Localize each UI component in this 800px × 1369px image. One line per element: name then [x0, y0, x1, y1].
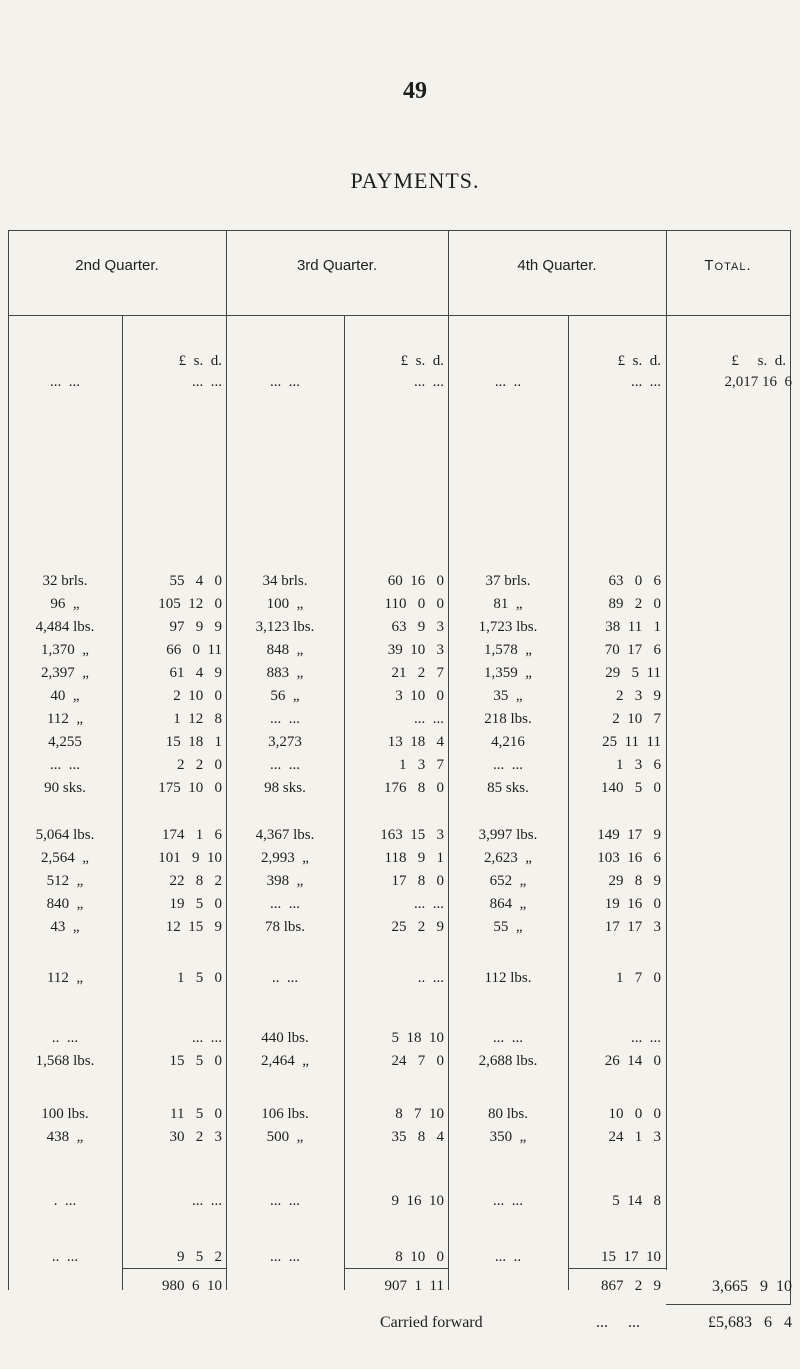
cell-q3-row-12: 2,993 „	[261, 850, 309, 866]
cell-q4-row-20: 350 „	[489, 1129, 527, 1145]
cell-q2-money-row-11: 174 1 6	[162, 827, 222, 843]
cell-q3-row-14: ... ...	[270, 896, 300, 912]
cell-q4-row-14: 864 „	[489, 896, 527, 912]
cell-q2-row-10: 90 sks.	[44, 780, 86, 796]
q3-total: 907 1 11	[384, 1278, 444, 1294]
cell-q2-money-row-21: ... ...	[192, 1193, 222, 1209]
cell-q2-row-21: . ...	[53, 1193, 77, 1209]
grand-total: 3,665 9 10	[712, 1278, 792, 1295]
page-number: 49	[403, 78, 427, 104]
cell-q3-row-10: 98 sks.	[264, 780, 306, 796]
cell-q2-money-row-5: 61 4 9	[169, 665, 222, 681]
cell-q4-row-2: 81 „	[493, 596, 523, 612]
cell-q2-row-22: .. ...	[51, 1249, 79, 1265]
cell-q4-money-row-0: ... ...	[631, 374, 661, 390]
cell-q4-money-row-8: 25 11 11	[602, 734, 661, 750]
cell-q3-row-20: 500 „	[266, 1129, 304, 1145]
q2-total: 980 6 10	[162, 1278, 222, 1294]
cell-q2-row-4: 1,370 „	[41, 642, 89, 658]
cell-q4-money-row-17: ... ...	[631, 1030, 661, 1046]
cell-q2-money-row-17: ... ...	[192, 1030, 222, 1046]
cell-q4-row-15: 55 „	[493, 919, 523, 935]
right-border	[790, 230, 791, 1305]
cell-q3-money-row-0: ... ...	[414, 374, 444, 390]
cell-q2-money-row-7: 1 12 8	[173, 711, 222, 727]
cell-q3-money-row-21: 9 16 10	[391, 1193, 444, 1209]
cell-q3-row-2: 100 „	[266, 596, 304, 612]
cell-q2-money-row-14: 19 5 0	[169, 896, 222, 912]
cell-q4-money-row-21: 5 14 8	[612, 1193, 661, 1209]
cell-q3-money-row-19: 8 7 10	[395, 1106, 444, 1122]
cell-q3-row-16: .. ...	[271, 970, 299, 986]
cell-q2-row-14: 840 „	[46, 896, 84, 912]
cell-q4-row-16: 112 lbs.	[484, 970, 532, 986]
cell-q3-row-13: 398 „	[266, 873, 304, 889]
cell-q4-row-12: 2,623 „	[484, 850, 532, 866]
cell-q2-money-row-18: 15 5 0	[169, 1053, 222, 1069]
cell-q2-money-row-0: ... ...	[192, 374, 222, 390]
cell-q2-row-20: 438 „	[46, 1129, 84, 1145]
cell-q3-money-row-6: 3 10 0	[395, 688, 444, 704]
cell-q4-money-row-3: 38 11 1	[605, 619, 661, 635]
cell-q2-row-16: 112 „	[46, 970, 84, 986]
cell-q4-row-22: ... ..	[494, 1249, 522, 1265]
cell-q4-money-row-7: 2 10 7	[612, 711, 661, 727]
header-rule	[8, 315, 790, 316]
cell-q3-money-row-4: 39 10 3	[387, 642, 444, 658]
cell-q2-money-row-3: 97 9 9	[169, 619, 222, 635]
cell-q3-row-11: 4,367 lbs.	[255, 827, 315, 843]
header-q4: 4th Quarter.	[517, 257, 597, 274]
q4-total: 867 2 9	[601, 1278, 661, 1294]
cell-q4-money-row-22: 15 17 10	[601, 1249, 661, 1265]
cell-q4-row-5: 1,359 „	[484, 665, 532, 681]
cell-q4-row-7: 218 lbs.	[484, 711, 532, 727]
cell-q3-row-4: 848 „	[266, 642, 304, 658]
cell-q4-row-10: 85 sks.	[487, 780, 529, 796]
cell-q2-money-row-6: 2 10 0	[173, 688, 222, 704]
cell-q3-row-22: ... ...	[270, 1249, 300, 1265]
cell-q2-money-row-2: 105 12 0	[158, 596, 222, 612]
cell-q4-money-row-2: 89 2 0	[608, 596, 661, 612]
total-units: £ s. d.	[731, 353, 786, 369]
table-top-rule	[8, 230, 790, 231]
cell-q4-row-4: 1,578 „	[484, 642, 532, 658]
cell-q3-money-row-15: 25 2 9	[391, 919, 444, 935]
q4-units: £ s. d.	[617, 353, 661, 369]
cell-q3-money-row-3: 63 9 3	[391, 619, 444, 635]
carried-forward-dots: ... ...	[596, 1314, 640, 1331]
cell-q4-row-8: 4,216	[491, 734, 525, 750]
cell-q2-row-17: .. ...	[51, 1030, 79, 1046]
carried-forward-amount: £5,683 6 4	[708, 1314, 792, 1331]
cell-q3-money-row-18: 24 7 0	[391, 1053, 444, 1069]
cell-q3-money-row-12: 118 9 1	[384, 850, 444, 866]
header-total: Total.	[704, 257, 752, 274]
cell-q3-row-8: 3,273	[268, 734, 302, 750]
cell-q4-money-row-14: 19 16 0	[604, 896, 661, 912]
cell-q3-row-17: 440 lbs.	[261, 1030, 309, 1046]
cell-q4-row-13: 652 „	[489, 873, 527, 889]
cell-q3-money-row-7: ... ...	[414, 711, 444, 727]
cell-q3-money-row-16: .. ...	[417, 970, 444, 986]
cell-q2-money-row-10: 175 10 0	[158, 780, 222, 796]
cell-q4-money-row-10: 140 5 0	[601, 780, 661, 796]
cell-q3-money-row-5: 21 2 7	[391, 665, 444, 681]
cell-q3-money-row-17: 5 18 10	[391, 1030, 444, 1046]
cell-q3-money-row-20: 35 8 4	[391, 1129, 444, 1145]
cell-q4-row-0: ... ..	[494, 374, 522, 390]
cell-q4-money-row-1: 63 0 6	[608, 573, 661, 589]
cell-q2-money-row-20: 30 2 3	[169, 1129, 222, 1145]
cell-q2-row-5: 2,397 „	[41, 665, 89, 681]
cell-q2-row-8: 4,255	[48, 734, 82, 750]
q2-units: £ s. d.	[178, 353, 222, 369]
cell-q4-money-row-20: 24 1 3	[608, 1129, 661, 1145]
cell-q2-money-row-16: 1 5 0	[177, 970, 222, 986]
cell-q3-money-row-9: 1 3 7	[399, 757, 444, 773]
cell-q4-money-row-19: 10 0 0	[608, 1106, 661, 1122]
cell-q3-money-row-8: 13 18 4	[387, 734, 444, 750]
cell-q2-row-6: 40 „	[50, 688, 80, 704]
cell-q2-money-row-22: 9 5 2	[177, 1249, 222, 1265]
cell-q4-money-row-4: 70 17 6	[604, 642, 661, 658]
cell-q3-money-row-14: ... ...	[414, 896, 444, 912]
cell-q4-money-row-16: 1 7 0	[616, 970, 661, 986]
cell-q4-money-row-5: 29 5 11	[605, 665, 661, 681]
cell-q3-row-18: 2,464 „	[261, 1053, 309, 1069]
cell-q2-money-row-8: 15 18 1	[165, 734, 222, 750]
cell-q3-row-5: 883 „	[266, 665, 304, 681]
cell-q2-row-3: 4,484 lbs.	[35, 619, 95, 635]
carried-forward-label: Carried forward	[380, 1314, 483, 1331]
cell-q4-money-row-13: 29 8 9	[608, 873, 661, 889]
cell-q2-row-19: 100 lbs.	[41, 1106, 89, 1122]
header-q2: 2nd Quarter.	[75, 257, 159, 274]
total-rule	[666, 1304, 790, 1305]
cell-q2-money-row-12: 101 9 10	[158, 850, 222, 866]
cell-q3-row-0: ... ...	[270, 374, 300, 390]
cell-q4-money-row-18: 26 14 0	[604, 1053, 661, 1069]
cell-q4-money-row-11: 149 17 9	[597, 827, 661, 843]
cell-q2-row-18: 1,568 lbs.	[35, 1053, 95, 1069]
cell-q4-row-6: 35 „	[493, 688, 523, 704]
cell-q4-row-3: 1,723 lbs.	[478, 619, 538, 635]
cell-q3-row-3: 3,123 lbs.	[255, 619, 315, 635]
cell-q4-money-row-15: 17 17 3	[604, 919, 661, 935]
cell-q2-row-11: 5,064 lbs.	[35, 827, 95, 843]
header-q3: 3rd Quarter.	[296, 257, 378, 274]
cell-q2-row-9: ... ...	[50, 757, 80, 773]
q3-total-rule	[344, 1268, 449, 1269]
cell-q3-money-row-10: 176 8 0	[384, 780, 444, 796]
cell-q2-money-row-19: 11 5 0	[170, 1106, 222, 1122]
cell-q2-money-row-13: 22 8 2	[169, 873, 222, 889]
cell-q2-row-0: ... ...	[50, 374, 80, 390]
cell-q2-row-15: 43 „	[50, 919, 80, 935]
page-title: PAYMENTS.	[350, 168, 480, 193]
cell-q4-row-1: 37 brls.	[485, 573, 531, 589]
cell-q2-money-row-1: 55 4 0	[169, 573, 222, 589]
cell-q2-money-row-15: 12 15 9	[165, 919, 222, 935]
cell-q4-money-row-9: 1 3 6	[616, 757, 661, 773]
cell-q3-money-row-11: 163 15 3	[380, 827, 444, 843]
cell-q4-row-9: ... ...	[493, 757, 523, 773]
cell-q3-row-21: ... ...	[270, 1193, 300, 1209]
cell-q2-row-13: 512 „	[46, 873, 84, 889]
cell-q2-row-12: 2,564 „	[41, 850, 89, 866]
cell-q3-row-7: ... ...	[270, 711, 300, 727]
cell-q3-row-19: 106 lbs.	[261, 1106, 309, 1122]
cell-q4-row-19: 80 lbs.	[487, 1106, 528, 1122]
cell-q2-money-row-9: 2 2 0	[177, 757, 222, 773]
cell-q3-money-row-22: 8 10 0	[395, 1249, 444, 1265]
cell-q3-money-row-1: 60 16 0	[387, 573, 444, 589]
cell-q4-money-row-12: 103 16 6	[597, 850, 661, 866]
cell-q2-row-1: 32 brls.	[42, 573, 88, 589]
cell-q4-row-11: 3,997 lbs.	[478, 827, 538, 843]
cell-q2-money-row-4: 66 0 11	[166, 642, 222, 658]
cell-q3-money-row-2: 110 0 0	[384, 596, 444, 612]
cell-q4-row-17: ... ...	[493, 1030, 523, 1046]
cell-q3-money-row-13: 17 8 0	[391, 873, 444, 889]
cell-q4-money-row-6: 2 3 9	[616, 688, 661, 704]
cell-q3-row-9: ... ...	[270, 757, 300, 773]
cell-q2-row-2: 96 „	[50, 596, 80, 612]
q4-total-rule	[568, 1268, 667, 1269]
cell-q3-row-15: 78 lbs.	[264, 919, 305, 935]
cell-q3-row-1: 34 brls.	[262, 573, 308, 589]
cell-q4-row-18: 2,688 lbs.	[478, 1053, 538, 1069]
q3-units: £ s. d.	[400, 353, 444, 369]
cell-q4-row-21: ... ...	[493, 1193, 523, 1209]
cell-q2-row-7: 112 „	[46, 711, 84, 727]
cell-total-row-0: 2,017 16 6	[724, 374, 792, 390]
q2-total-rule	[122, 1268, 227, 1269]
cell-q3-row-6: 56 „	[270, 688, 300, 704]
